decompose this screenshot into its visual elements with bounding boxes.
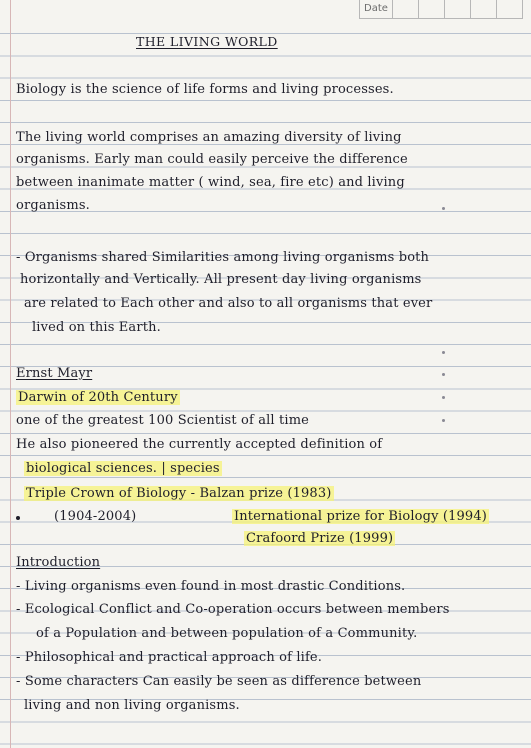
highlighted-text: Darwin of 20th Century [18, 390, 178, 405]
decorative-dot [442, 351, 445, 354]
section-heading: Introduction [16, 555, 101, 570]
decorative-dot [442, 207, 445, 210]
section-heading: Ernst Mayr [16, 366, 93, 381]
paragraph-line: - Ecological Conflict and Co-operation occurs between members [16, 602, 450, 617]
date-box [359, 0, 523, 19]
decorative-dot [442, 373, 445, 376]
fact-line [244, 531, 395, 547]
paragraph-line: lived on this Earth. [32, 320, 161, 335]
paragraph-line: horizontally and Vertically. All present day living organisms [20, 272, 422, 287]
paragraph-line: - Organisms shared Similarities among living organisms both [16, 250, 430, 265]
paragraph-line: - Living organisms even found in most drastic Conditions. [16, 579, 406, 594]
date-cell [497, 0, 522, 18]
paragraph-line: living and non living organisms. [24, 698, 240, 713]
page-title: THE LIVING WORLD [136, 34, 278, 49]
fact-line: He also pioneered the currently accepted definition of [16, 437, 383, 452]
fact-line: one of the greatest 100 Scientist of all time [16, 413, 310, 428]
highlighted-text: Triple Crown of Biology - Balzan prize (1983) [26, 486, 332, 501]
date-cell [419, 0, 445, 18]
bullet-dot [16, 516, 20, 520]
paragraph-line: organisms. [16, 198, 90, 213]
date-cell [471, 0, 497, 18]
paragraph-line: organisms. Early man could easily perceive the difference [16, 152, 408, 167]
fact-line [232, 509, 489, 525]
fact-line [16, 390, 180, 406]
fact-line: (1904-2004) [54, 509, 137, 524]
date-cell [445, 0, 471, 18]
paragraph-line: - Some characters Can easily be seen as difference between [16, 674, 422, 689]
decorative-dot [442, 419, 445, 422]
date-label: Date [360, 0, 393, 18]
paragraph-line: of a Population and between population of a Community. [36, 626, 418, 641]
paragraph-line: The living world comprises an amazing diversity of living [16, 130, 402, 145]
definition-line: Biology is the science of life forms and living processes. [16, 82, 394, 97]
paragraph-line: between inanimate matter ( wind, sea, fire etc) and living [16, 175, 405, 190]
margin-line [10, 0, 11, 748]
decorative-dot [442, 396, 445, 399]
highlighted-text: biological sciences. | species [26, 461, 220, 476]
highlighted-text: Crafoord Prize (1999) [246, 531, 394, 546]
paragraph-line: - Philosophical and practical approach of life. [16, 650, 323, 665]
date-cell [393, 0, 419, 18]
fact-line [24, 486, 334, 502]
fact-line [24, 461, 222, 477]
highlighted-text: International prize for Biology (1994) [234, 509, 487, 524]
paragraph-line: are related to Each other and also to all organisms that ever [24, 296, 433, 311]
